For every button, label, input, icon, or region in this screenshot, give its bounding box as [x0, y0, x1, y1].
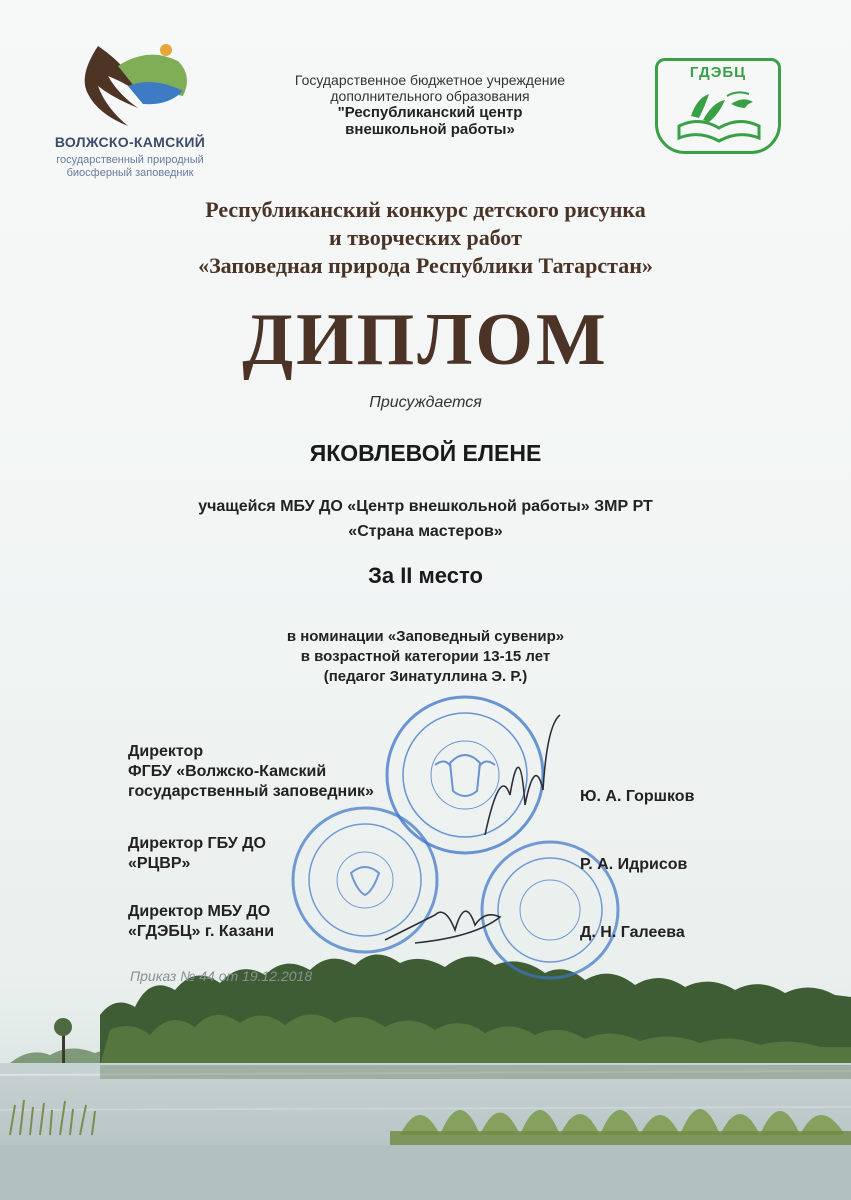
book-bird-icon — [669, 86, 769, 148]
affiliation-line: учащейся МБУ ДО «Центр внешкольной работы» ЗМР РТ — [198, 498, 653, 515]
recipient-affiliation — [0, 494, 851, 544]
signatory-title-line: Директор ГБУ ДО — [128, 835, 266, 852]
volga-kama-reserve-logo — [30, 36, 230, 186]
institution-line: Государственное бюджетное учреждение — [294, 72, 566, 88]
reserve-subtitle — [30, 154, 230, 180]
affiliation-line: «Страна мастеров» — [348, 523, 503, 540]
signatory-title-line: Директор МБУ ДО — [128, 903, 271, 920]
federal-stamp — [387, 697, 543, 853]
signatory-title-line: государственный заповедник» — [128, 783, 374, 800]
signatory-title-line: «РЦВР» — [128, 855, 191, 872]
award-place: За II место — [368, 563, 483, 588]
landscape-photo — [0, 935, 851, 1200]
signatory-1-name: Ю. А. Горшков — [580, 788, 695, 805]
rcvr-stamp — [293, 808, 437, 952]
signatory-title-line: ФГБУ «Волжско-Камский — [128, 763, 327, 780]
awarded-label: Присуждается — [369, 394, 482, 411]
institution-header — [250, 72, 610, 138]
signatory-title-line: «ГДЭБЦ» г. Казани — [128, 923, 275, 940]
diploma-title: ДИПЛОМ — [242, 299, 609, 381]
reserve-name: ВОЛЖСКО-КАМСКИЙ — [54, 134, 206, 150]
signatory-2-title — [128, 834, 266, 874]
nomination-line: в номинации «Заповедный сувенир» — [286, 628, 565, 645]
reserve-subtitle-line: биосферный заповедник — [66, 167, 194, 179]
order-number: Приказ № 44 от 19.12.2018 — [130, 968, 313, 984]
recipient-name: ЯКОВЛЕВОЙ ЕЛЕНЕ — [309, 440, 542, 466]
gdebc-logo — [655, 58, 785, 158]
teacher-line: (педагог Зинатуллина Э. Р.) — [323, 668, 528, 685]
nomination-details — [0, 627, 851, 687]
signatory-3-title — [128, 902, 274, 942]
institution-name-line: внешкольной работы» — [345, 121, 515, 138]
institution-line: дополнительного образования — [330, 88, 530, 104]
logo-abbreviation: ГДЭБЦ — [689, 64, 747, 81]
signatory-2-name: Р. А. Идрисов — [580, 856, 688, 873]
contest-title-line: Республиканский конкурс детского рисунка — [205, 197, 646, 222]
institution-name-line: "Республиканский центр — [337, 104, 523, 121]
eagle-icon — [58, 36, 198, 131]
signatory-1-title — [128, 742, 374, 802]
signature-1 — [485, 715, 560, 835]
reserve-subtitle-line: государственный природный — [56, 154, 204, 166]
age-category-line: в возрастной категории 13-15 лет — [300, 648, 551, 665]
contest-title — [70, 196, 781, 280]
signatory-3-name: Д. Н. Галеева — [580, 924, 685, 941]
signatory-title-line: Директор — [128, 743, 204, 760]
contest-title-line: «Заповедная природа Республики Татарстан» — [198, 253, 653, 278]
contest-title-line: и творческих работ — [329, 225, 522, 250]
